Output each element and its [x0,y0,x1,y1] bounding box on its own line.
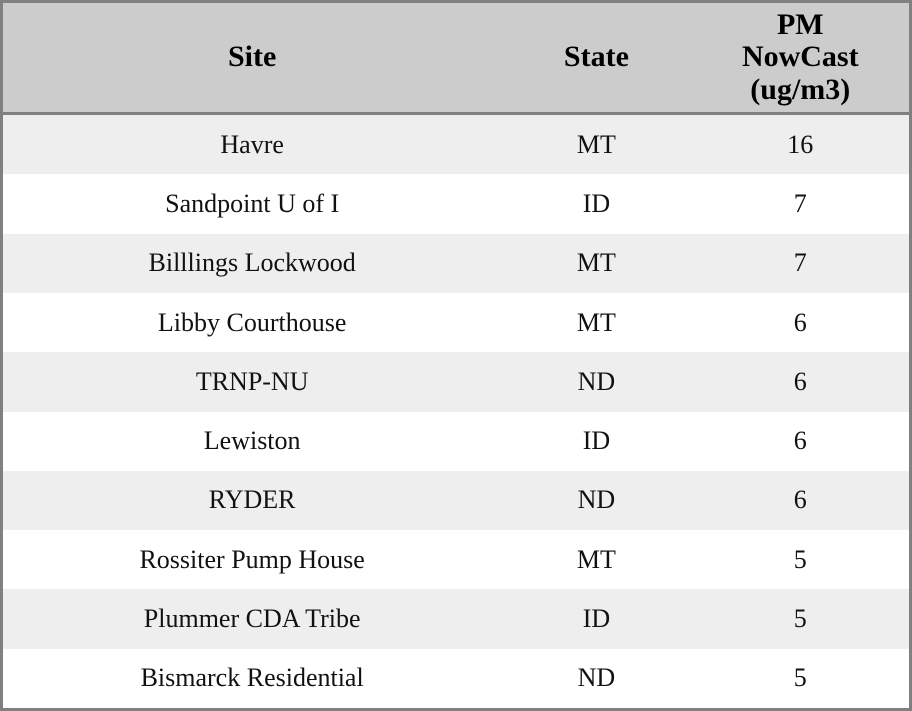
cell-state: MT [576,248,616,278]
column-header-state [501,3,691,114]
column-header-pm-nowcast-line3: (ug/m3) [750,72,851,106]
table-row [3,114,909,175]
cell-site: Billlings Lockwood [148,248,356,278]
table-header [3,3,909,114]
table-row [3,293,909,352]
cell-value: 5 [793,603,807,633]
table-row [3,234,909,293]
column-header-state-label: State [563,40,629,74]
column-header-pm-nowcast-line1: PM [776,8,824,41]
table-row [3,471,909,530]
cell-state: MT [576,129,616,159]
table-row [3,649,909,708]
cell-state: ND [577,485,616,515]
table-row [3,412,909,471]
cell-value: 6 [793,426,807,456]
cell-state: ID [582,603,611,633]
column-header-pm-nowcast [692,3,909,114]
cell-state: ND [577,366,616,396]
cell-value: 7 [793,189,807,219]
cell-site: Plummer CDA Tribe [143,603,361,633]
cell-value: 6 [793,307,807,337]
cell-value: 7 [793,248,807,278]
cell-value: 6 [793,485,807,515]
cell-state: ND [577,663,616,693]
column-header-site-label: Site [227,40,277,74]
cell-value: 16 [787,129,814,159]
column-header-pm-nowcast-line2: NowCast [741,40,859,74]
cell-site: Bismarck Residential [140,663,364,693]
table-row [3,530,909,589]
table-row [3,589,909,648]
cell-site: Havre [220,129,284,159]
table-row [3,174,909,233]
table-row [3,352,909,411]
cell-site: RYDER [208,485,296,515]
cell-value: 6 [793,366,807,396]
cell-site: TRNP-NU [195,366,309,396]
cell-state: ID [582,426,611,456]
cell-value: 5 [793,544,807,574]
cell-site: Libby Courthouse [157,307,347,337]
table-header-row [3,3,909,114]
air-quality-table [3,3,909,708]
cell-site: Lewiston [203,426,301,456]
column-header-site [3,3,501,114]
cell-state: MT [576,307,616,337]
cell-state: ID [582,189,611,219]
table-body [3,114,909,708]
cell-value: 5 [793,663,807,693]
cell-state: MT [576,544,616,574]
cell-site: Rossiter Pump House [139,544,365,574]
cell-site: Sandpoint U of I [165,189,340,219]
